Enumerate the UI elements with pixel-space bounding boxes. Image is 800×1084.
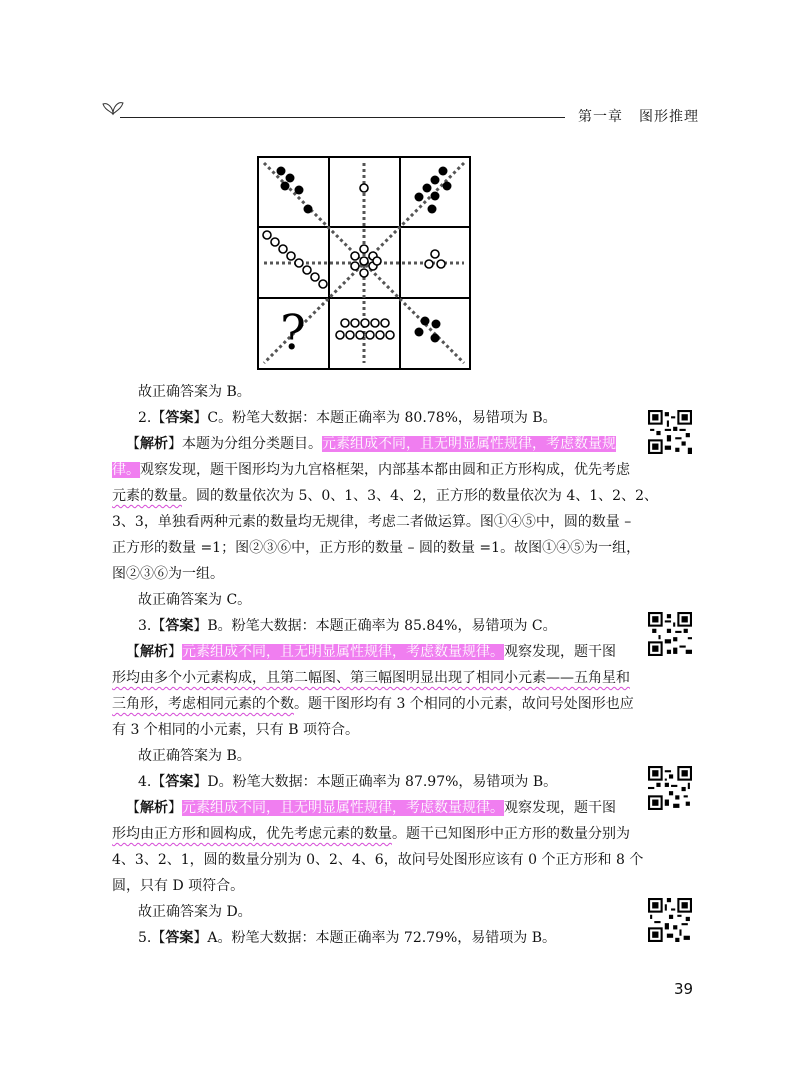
text-line: 圆，只有 D 项符合。 — [112, 878, 245, 894]
qr-code-icon[interactable] — [648, 766, 692, 810]
highlight-text: 元素组成不同，且无明显属性规律，考虑数量规律。 — [182, 800, 504, 816]
leaf-icon — [102, 96, 124, 118]
answer-label: 答案 — [165, 930, 194, 946]
analysis-label: 解析 — [140, 436, 168, 452]
highlight-text: 元素组成不同，且无明显属性规律，考虑数量规律。 — [182, 644, 504, 660]
text-line: 3、3，单独看两种元素的数量均无规律，考虑二者做运算。图①④⑤中，圆的数量 – — [112, 514, 632, 530]
answer-text: 】A。粉笔大数据：本题正确率为 72.79%，易错项为 B。 — [193, 930, 557, 946]
label-bracket: 】 — [168, 800, 182, 816]
header-rule — [120, 117, 565, 118]
highlight-text: 律。 — [112, 462, 140, 478]
answer-line: 故正确答案为 B。 — [138, 384, 251, 400]
body-text: 。题干已知图形中正方形的数量分别为 — [392, 826, 630, 842]
body-text: 。题干图形均有 3 个相同的小元素，故问号处图形也应 — [294, 696, 634, 712]
body-text: 观察发现，题干图 — [504, 644, 616, 660]
text-line — [112, 459, 630, 479]
text-line — [112, 485, 658, 505]
chapter-number: 第一章 — [578, 109, 623, 125]
question-2-answer — [138, 407, 557, 427]
question-3-answer — [138, 615, 557, 635]
label-bracket: 3.【 — [138, 618, 166, 634]
answer-label: 答案 — [165, 618, 194, 634]
analysis-label: 解析 — [140, 644, 168, 660]
answer-line: 故正确答案为 B。 — [138, 748, 251, 764]
text-line — [112, 693, 634, 713]
label-bracket: 5.【 — [138, 930, 166, 946]
label-bracket: 2.【 — [138, 410, 166, 426]
qr-code-icon[interactable] — [648, 612, 692, 656]
label-bracket: 【 — [126, 800, 140, 816]
answer-line: 故正确答案为 D。 — [138, 904, 252, 920]
underlined-text: 三角形，考虑相同元素的个数 — [112, 696, 294, 712]
qr-code-icon[interactable] — [648, 410, 692, 454]
qr-code-icon[interactable] — [648, 898, 692, 942]
answer-text: 】D。粉笔大数据：本题正确率为 87.97%，易错项为 B。 — [193, 774, 558, 790]
page-number: 39 — [674, 980, 694, 998]
highlight-text: 元素组成不同，且无明显属性规律，考虑数量规 — [322, 436, 616, 452]
puzzle-figure — [257, 156, 471, 370]
text-line — [112, 823, 630, 843]
label-bracket: 【 — [126, 644, 140, 660]
body-text: 。圆的数量依次为 5、0、1、3、4、2，正方形的数量依次为 4、1、2、2、 — [182, 488, 658, 504]
body-text: 观察发现，题干图 — [504, 800, 616, 816]
text-line: 4、3、2、1，圆的数量分别为 0、2、4、6，故问号处图形应该有 0 个正方形和 8 个 — [112, 852, 644, 868]
label-bracket: 】 — [168, 644, 182, 660]
chapter-title: 图形推理 — [639, 109, 699, 125]
underlined-text: 元素的数量 — [112, 488, 182, 504]
underlined-text: 形均由多个小元素构成，且第二幅图、第三幅图明显出现了相同小元素——五角星和 — [112, 670, 630, 686]
label-bracket: 【 — [126, 436, 140, 452]
text-line: 图②③⑥为一组。 — [112, 566, 224, 582]
answer-text: 】B。粉笔大数据：本题正确率为 85.84%，易错项为 C。 — [193, 618, 557, 634]
question-3-analysis — [126, 641, 616, 661]
label-bracket: 4.【 — [138, 774, 166, 790]
question-4-analysis — [126, 797, 616, 817]
question-2-analysis — [126, 433, 616, 453]
question-4-answer — [138, 771, 557, 791]
text-line: 正方形的数量 =1；图②③⑥中，正方形的数量 – 圆的数量 =1。故图①④⑤为一组， — [112, 540, 641, 556]
question-5-answer — [138, 927, 556, 947]
answer-label: 答案 — [165, 774, 194, 790]
answer-label: 答案 — [165, 410, 194, 426]
question-mark: ? — [280, 305, 306, 361]
analysis-label: 解析 — [140, 800, 168, 816]
text-line — [112, 667, 630, 687]
chapter-heading — [578, 106, 715, 126]
body-text: 观察发现，题干图形均为九宫格框架，内部基本都由圆和正方形构成，优先考虑 — [140, 462, 630, 478]
analysis-text: 】本题为分组分类题目。 — [168, 436, 322, 452]
text-line: 有 3 个相同的小元素，只有 B 项符合。 — [112, 722, 359, 738]
answer-text: 】C。粉笔大数据：本题正确率为 80.78%，易错项为 B。 — [193, 410, 557, 426]
underlined-text: 形均由正方形和圆构成，优先考虑元素的数量 — [112, 826, 392, 842]
answer-line: 故正确答案为 C。 — [138, 592, 252, 608]
